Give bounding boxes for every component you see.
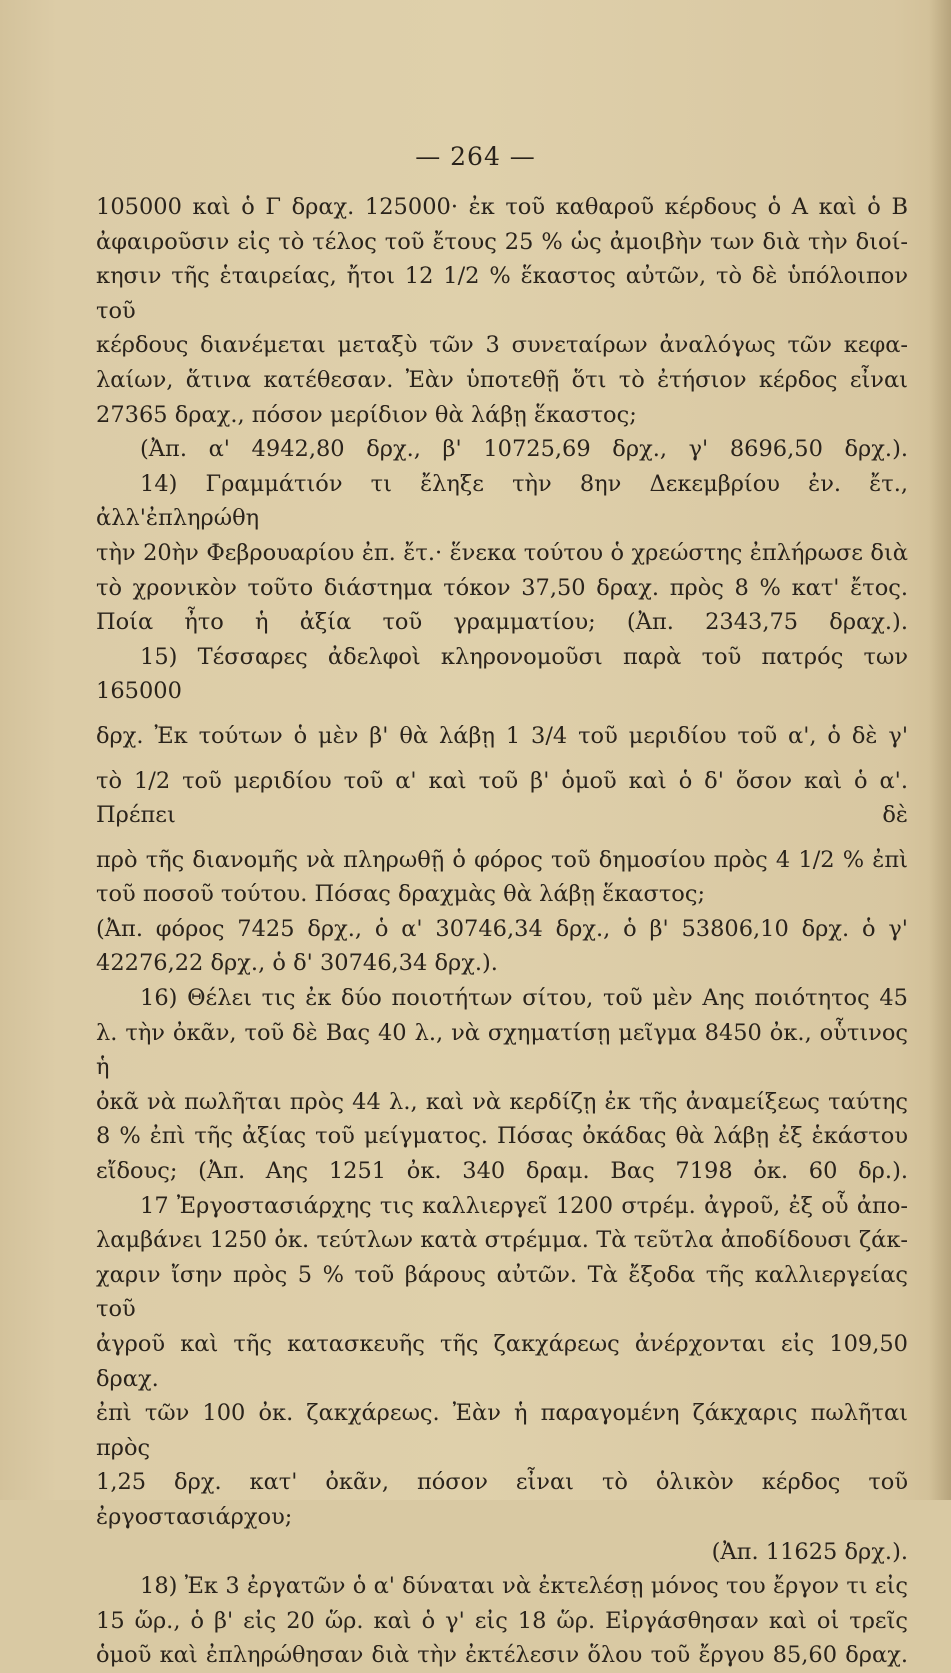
problem-16-line: 16) Θέλει τις ἐκ δύο ποιοτήτων σίτου, τοῦ μὲν Αης ποιότητος 45 [140, 985, 908, 1012]
problem-15-line: 15) Τέσσαρες ἀδελφοὶ κληρονομοῦσι παρὰ τοῦ πατρός των 165000 [96, 643, 908, 705]
page-edge-shadow [929, 0, 951, 1500]
text-line: 105000 καὶ ὁ Γ δραχ. 125000· ἐκ τοῦ καθαροῦ κέρδους ὁ Α καὶ ὁ Β [96, 194, 908, 220]
text-line: δρχ. Ἐκ τούτων ὁ μὲν β' θὰ λάβῃ 1 3/4 τοῦ μεριδίου τοῦ α', ὁ δὲ γ' [96, 722, 908, 749]
text-line: πρὸ τῆς διανομῆς νὰ πληρωθῇ ὁ φόρος τοῦ δημοσίου πρὸς 4 1/2 % ἐπὶ [96, 846, 908, 873]
text-line: Ποία ἦτο ἡ ἀξία τοῦ γραμματίου; (Ἀπ. 2343,75 δραχ.). [96, 609, 908, 636]
text-line: ὀκᾶ νὰ πωλῆται πρὸς 44 λ., καὶ νὰ κερδίζῃ ἐκ τῆς ἀναμείξεως ταύτης [96, 1088, 908, 1115]
text-line: τοῦ ποσοῦ τούτου. Πόσας δραχμὰς θὰ λάβῃ ἕκαστος; [96, 881, 706, 908]
text-line: 8 % ἐπὶ τῆς ἀξίας τοῦ μείγματος. Πόσας ὀκάδας θὰ λάβῃ ἐξ ἑκάστου [96, 1123, 908, 1150]
text-line: κέρδους διανέμεται μεταξὺ τῶν 3 συνεταίρων ἀναλόγως τῶν κεφα- [96, 332, 908, 359]
text-line: 27365 δραχ., πόσον μερίδιον θὰ λάβῃ ἕκαστος; [96, 401, 637, 428]
text-line: εἴδους; (Ἀπ. Αης 1251 ὀκ. 340 δραμ. Βας 7198 ὀκ. 60 δρ.). [96, 1158, 908, 1185]
text-line: χαριν ἴσην πρὸς 5 % τοῦ βάρους αὐτῶν. Τὰ ἔξοδα τῆς καλλιεργείας τοῦ [96, 1261, 908, 1323]
answer-line: 42276,22 δρχ., ὁ δ' 30746,34 δρχ.). [96, 950, 498, 977]
problem-18-line: 18) Ἐκ 3 ἐργατῶν ὁ α' δύναται νὰ ἐκτελέσῃ μόνος του ἔργον τι εἰς [140, 1573, 908, 1600]
page-number: — 264 — [415, 142, 536, 171]
text-line: ἀγροῦ καὶ τῆς κατασκευῆς τῆς ζακχάρεως ἀνέρχονται εἰς 109,50 δραχ. [96, 1331, 908, 1392]
text-line: λαίων, ἅτινα κατέθεσαν. Ἐὰν ὑποτεθῇ ὅτι τὸ ἐτήσιον κέρδος εἶναι [96, 366, 908, 393]
text-line: ἐπὶ τῶν 100 ὀκ. ζακχάρεως. Ἐὰν ἡ παραγομένη ζάκχαρις πωλῆται πρὸς [96, 1400, 908, 1461]
text-line: τὸ χρονικὸν τοῦτο διάστημα τόκον 37,50 δραχ. πρὸς 8 % κατ' ἔτος. [96, 574, 908, 601]
text-line: λαμβάνει 1250 ὀκ. τεύτλων κατὰ στρέμμα. Τὰ τεῦτλα ἀποδίδουσι ζάκ- [96, 1227, 908, 1254]
answer-line: (Ἀπ. α' 4942,80 δρχ., β' 10725,69 δρχ., γ' 8696,50 δρχ.). [140, 436, 908, 463]
text-line: ὁμοῦ καὶ ἐπληρώθησαν διὰ τὴν ἐκτέλεσιν ὅλου τοῦ ἔργου 85,60 δραχ. [96, 1642, 908, 1669]
text-line: λ. τὴν ὀκᾶν, τοῦ δὲ Βας 40 λ., νὰ σχηματίσῃ μεῖγμα 8450 ὀκ., οὗτινος ἡ [96, 1019, 908, 1081]
text-line: 1,25 δρχ. κατ' ὀκᾶν, πόσον εἶναι τὸ ὁλικὸν κέρδος τοῦ ἐργοστασιάρχου; [96, 1469, 908, 1530]
text-line: τὴν 20ὴν Φεβρουαρίου ἐπ. ἔτ.· ἕνεκα τούτου ὁ χρεώστης ἐπλήρωσε διὰ [96, 539, 908, 566]
text-line: 15 ὥρ., ὁ β' εἰς 20 ὥρ. καὶ ὁ γ' εἰς 18 ὥρ. Εἰργάσθησαν καὶ οἱ τρεῖς [96, 1607, 908, 1634]
problem-14-line: 14) Γραμμάτιόν τι ἔληξε τὴν 8ην Δεκεμβρίου ἐν. ἔτ., ἀλλ'ἐπληρώθη [96, 470, 908, 532]
page-text [96, 190, 908, 1673]
text-line: ἀφαιροῦσιν εἰς τὸ τέλος τοῦ ἔτους 25 % ὡς ἀμοιβὴν των διὰ τὴν διοί- [96, 228, 908, 255]
answer-line: (Ἀπ. 11625 δρχ.). [711, 1538, 908, 1565]
problem-17-line: 17 Ἐργοστασιάρχης τις καλλιεργεῖ 1200 στρέμ. ἀγροῦ, ἐξ οὗ ἀπο- [140, 1192, 908, 1219]
answer-line: (Ἀπ. φόρος 7425 δρχ., ὁ α' 30746,34 δρχ., ὁ β' 53806,10 δρχ. ὁ γ' [96, 915, 908, 942]
text-line: κησιν τῆς ἑταιρείας, ἤτοι 12 1/2 % ἕκαστος αὐτῶν, τὸ δὲ ὑπόλοιπον τοῦ [96, 263, 908, 324]
text-line: τὸ 1/2 τοῦ μεριδίου τοῦ α' καὶ τοῦ β' ὁμοῦ καὶ ὁ δ' ὅσον καὶ ὁ α'. Πρέπει δὲ [96, 767, 908, 829]
